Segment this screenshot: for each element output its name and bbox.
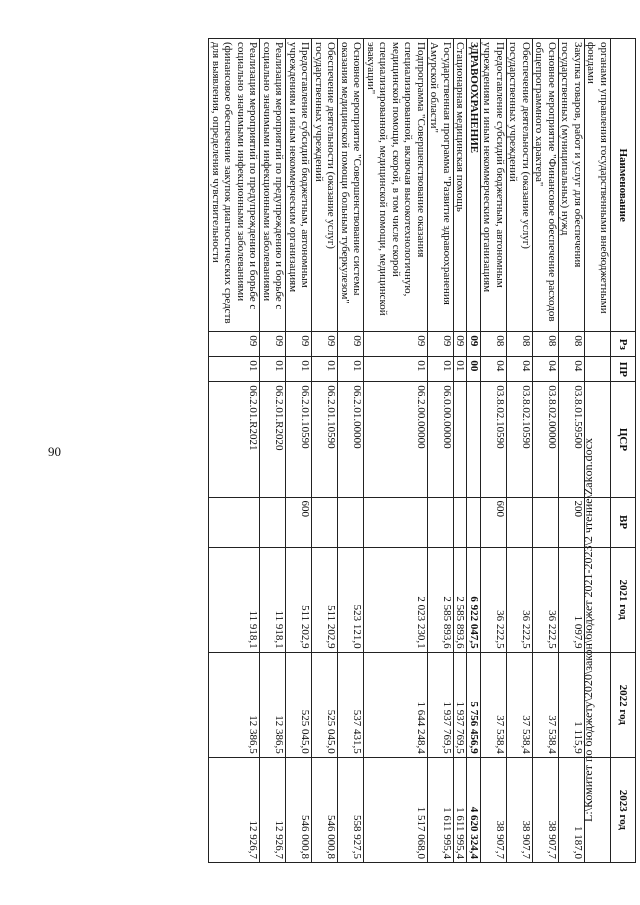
table-row	[338, 39, 364, 863]
cell-rz: 09	[338, 332, 364, 357]
cell-name: ЗДРАВООХРАНЕНИЕ	[467, 39, 481, 332]
cell-y2023: 4 620 324,4	[467, 757, 481, 862]
cell-rz: 09	[467, 332, 481, 357]
cell-y2023: 12 926,7	[260, 757, 286, 862]
cell-csr: 03.8.02.00000	[533, 382, 559, 497]
cell-y2021: 2 585 893,6	[428, 547, 454, 652]
header-rz: Рз	[611, 332, 636, 357]
cell-vr	[209, 497, 260, 547]
cell-y2022: 37 538,4	[481, 652, 507, 757]
cell-y2023: 558 927,5	[338, 757, 364, 862]
cell-y2023: 1 187,0	[559, 757, 585, 862]
cell-pr: 01	[286, 357, 312, 382]
cell-pr: 01	[338, 357, 364, 382]
cell-y2021: 511 202,9	[312, 547, 338, 652]
footer-file-path: L:\Комитет по бюджету\2020\закон\бюджет 2021-2023\2 чтение\Zakon.docx	[581, 438, 595, 822]
cell-rz: 08	[481, 332, 507, 357]
cell-pr	[585, 357, 611, 382]
cell-y2021: 36 222,5	[533, 547, 559, 652]
cell-y2022: 1 937 769,5	[454, 652, 468, 757]
cell-y2021: 2 023 230,1	[364, 547, 428, 652]
cell-y2022: 37 538,4	[533, 652, 559, 757]
cell-name: Предоставление субсидий бюджетным, автономным учреждениям и иным некоммерческим организациям	[286, 39, 312, 332]
cell-csr: 06.0.00.00000	[428, 382, 454, 497]
cell-csr: 03.8.01.59500	[559, 382, 585, 497]
cell-y2022: 12 386,5	[209, 652, 260, 757]
cell-pr: 04	[559, 357, 585, 382]
cell-vr: 600	[286, 497, 312, 547]
cell-vr	[364, 497, 428, 547]
header-2022: 2022 год	[611, 652, 636, 757]
cell-pr: 01	[260, 357, 286, 382]
cell-rz: 09	[260, 332, 286, 357]
cell-vr	[467, 497, 481, 547]
cell-name: Основное мероприятие "Совершенствование системы оказания медицинской помощи больным туберкулезом"	[338, 39, 364, 332]
cell-rz: 08	[507, 332, 533, 357]
cell-y2021: 1 097,9	[559, 547, 585, 652]
cell-rz	[585, 332, 611, 357]
cell-y2022: 537 431,5	[338, 652, 364, 757]
cell-csr: 06.2.01.10590	[286, 382, 312, 497]
cell-y2023: 12 926,7	[209, 757, 260, 862]
header-2021: 2021 год	[611, 547, 636, 652]
table-row	[428, 39, 454, 863]
cell-name: Обеспечение деятельности (оказание услуг) государственных учреждений	[312, 39, 338, 332]
header-pr: ПР	[611, 357, 636, 382]
cell-y2023: 38 907,7	[507, 757, 533, 862]
header-vr: ВР	[611, 497, 636, 547]
cell-y2021: 6 922 047,5	[467, 547, 481, 652]
cell-rz: 09	[364, 332, 428, 357]
table-row	[507, 39, 533, 863]
cell-rz: 08	[533, 332, 559, 357]
cell-y2022: 525 045,0	[312, 652, 338, 757]
table-row	[467, 39, 481, 863]
cell-csr: 03.8.02.10590	[507, 382, 533, 497]
cell-csr: 06.2.01.R2020	[260, 382, 286, 497]
cell-y2022: 12 386,5	[260, 652, 286, 757]
cell-name: Реализация мероприятий по предупреждению и борьбе с социально значимыми инфекционными заболеваниями (финансовое обеспечение закупок диагностических средств для выявления, определения чувствительности	[209, 39, 260, 332]
cell-pr: 04	[533, 357, 559, 382]
cell-y2022: 1 937 769,5	[428, 652, 454, 757]
cell-name: Закупка товаров, работ и услуг для обеспечения государственных (муниципальных) нужд	[559, 39, 585, 332]
table-row	[286, 39, 312, 863]
cell-csr: 06.2.01.R2021	[209, 382, 260, 497]
cell-y2023: 1 611 995,4	[454, 757, 468, 862]
cell-csr: 06.2.00.00000	[364, 382, 428, 497]
cell-rz: 09	[312, 332, 338, 357]
table-row	[481, 39, 507, 863]
cell-pr: 00	[467, 357, 481, 382]
cell-name: Предоставление субсидий бюджетным, автономным учреждениям и иным некоммерческим организациям	[481, 39, 507, 332]
cell-vr	[260, 497, 286, 547]
budget-table	[209, 38, 637, 863]
cell-csr: 03.8.02.10590	[481, 382, 507, 497]
cell-csr: 06.2.01.10590	[312, 382, 338, 497]
cell-rz: 09	[454, 332, 468, 357]
cell-y2022: 1 644 248,4	[364, 652, 428, 757]
cell-pr: 01	[454, 357, 468, 382]
table-row	[454, 39, 468, 863]
cell-pr: 01	[209, 357, 260, 382]
cell-y2021: 36 222,5	[481, 547, 507, 652]
cell-y2023: 1 517 068,0	[364, 757, 428, 862]
cell-pr: 01	[364, 357, 428, 382]
cell-y2021: 511 202,9	[286, 547, 312, 652]
cell-name: Основное мероприятие "Финансовое обеспечение расходов общепрограммного характера"	[533, 39, 559, 332]
cell-csr	[454, 382, 468, 497]
cell-y2022: 525 045,0	[286, 652, 312, 757]
cell-y2022: 1 115,9	[559, 652, 585, 757]
cell-pr: 04	[507, 357, 533, 382]
cell-csr: 06.2.01.00000	[338, 382, 364, 497]
header-csr: ЦСР	[611, 382, 636, 497]
table-row	[260, 39, 286, 863]
cell-name: Реализация мероприятий по предупреждению и борьбе с социально значимыми инфекционными заболеваниями	[260, 39, 286, 332]
cell-vr	[312, 497, 338, 547]
cell-y2021: 36 222,5	[507, 547, 533, 652]
cell-y2021: 11 918,1	[209, 547, 260, 652]
cell-y2022: 37 538,4	[507, 652, 533, 757]
cell-pr: 01	[312, 357, 338, 382]
cell-vr	[454, 497, 468, 547]
header-2023: 2023 год	[611, 757, 636, 862]
cell-y2022: 5 756 456,9	[467, 652, 481, 757]
cell-name: Подпрограмма "Совершенствование оказания специализированной, включая высокотехнологичную, медицинской помощи, скорой, в том числе скорой специализированной, медицинской помощи, медицинской эвакуации"	[364, 39, 428, 332]
cell-vr	[338, 497, 364, 547]
cell-rz: 09	[428, 332, 454, 357]
cell-rz: 09	[286, 332, 312, 357]
cell-vr: 600	[481, 497, 507, 547]
cell-name: Государственная программа "Развитие здравоохранения Амурской области"	[428, 39, 454, 332]
cell-csr	[467, 382, 481, 497]
cell-rz: 09	[209, 332, 260, 357]
cell-name: Стационарная медицинская помощь	[454, 39, 468, 332]
budget-table-container	[209, 38, 637, 863]
cell-pr: 01	[428, 357, 454, 382]
cell-vr	[507, 497, 533, 547]
cell-pr: 04	[481, 357, 507, 382]
cell-y2021: 2 585 893,6	[454, 547, 468, 652]
cell-rz: 08	[559, 332, 585, 357]
header-name: Наименование	[611, 39, 636, 332]
table-row	[312, 39, 338, 863]
cell-y2021: 523 121,0	[338, 547, 364, 652]
cell-vr	[533, 497, 559, 547]
table-header-row	[611, 39, 636, 863]
cell-vr	[428, 497, 454, 547]
cell-y2023: 1 611 995,4	[428, 757, 454, 862]
cell-y2023: 546 000,8	[312, 757, 338, 862]
table-row	[364, 39, 428, 863]
cell-name: органами управления государственными внебюджетными фондами	[585, 39, 611, 332]
table-row	[533, 39, 559, 863]
cell-name: Обеспечение деятельности (оказание услуг) государственных учреждений	[507, 39, 533, 332]
page-number: 90	[48, 444, 61, 459]
cell-vr: 200	[559, 497, 585, 547]
table-row	[209, 39, 260, 863]
cell-y2023: 38 907,7	[533, 757, 559, 862]
cell-y2021: 11 918,1	[260, 547, 286, 652]
cell-y2023: 38 907,7	[481, 757, 507, 862]
cell-y2023: 546 000,8	[286, 757, 312, 862]
